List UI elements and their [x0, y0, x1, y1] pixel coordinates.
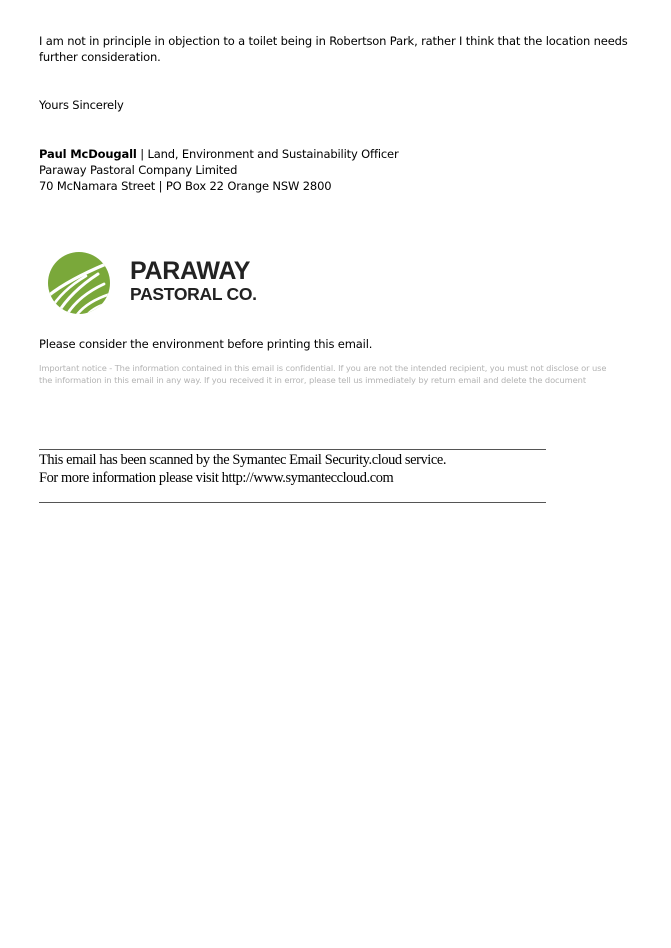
logo-circle-icon: [46, 250, 112, 316]
closing-line: Yours Sincerely: [39, 98, 124, 112]
confidentiality-notice: Important notice - The information contained in this email is confidential. If you are not the intended recipient, you must not disclose or use the information in this email in any way. If you received it in error, please tell us immediately by return email and delete the document: [39, 363, 607, 385]
signature-name-line: [39, 146, 639, 162]
body-paragraph: I am not in principle in objection to a toilet being in Robertson Park, rather I think that the location needs further consideration.: [39, 34, 628, 64]
divider-top: [39, 449, 546, 450]
logo-wordmark: [130, 258, 257, 304]
signature-name: Paul McDougall: [39, 147, 137, 161]
signature-street: 70 McNamara Street: [39, 179, 156, 193]
scan-notice-line2: For more information please visit http://www.symanteccloud.com: [39, 470, 394, 486]
logo-line2: PASTORAL CO.: [130, 284, 257, 304]
logo-line1: PARAWAY: [130, 257, 251, 285]
signature-separator: |: [136, 147, 148, 161]
signature-title: Land, Environment and Sustainability Officer: [147, 147, 399, 161]
signature-address-line: [39, 178, 639, 194]
signature-block: [39, 146, 639, 194]
signature-company: Paraway Pastoral Company Limited: [39, 163, 238, 177]
scan-notice-line1: This email has been scanned by the Symantec Email Security.cloud service.: [39, 452, 447, 468]
signature-po-box: PO Box 22 Orange NSW 2800: [165, 179, 332, 193]
scan-notice: [39, 451, 599, 487]
environment-note: Please consider the environment before printing this email.: [39, 337, 373, 351]
company-logo: [46, 248, 276, 318]
signature-address-separator: |: [155, 179, 166, 193]
divider-bottom: [39, 502, 546, 503]
